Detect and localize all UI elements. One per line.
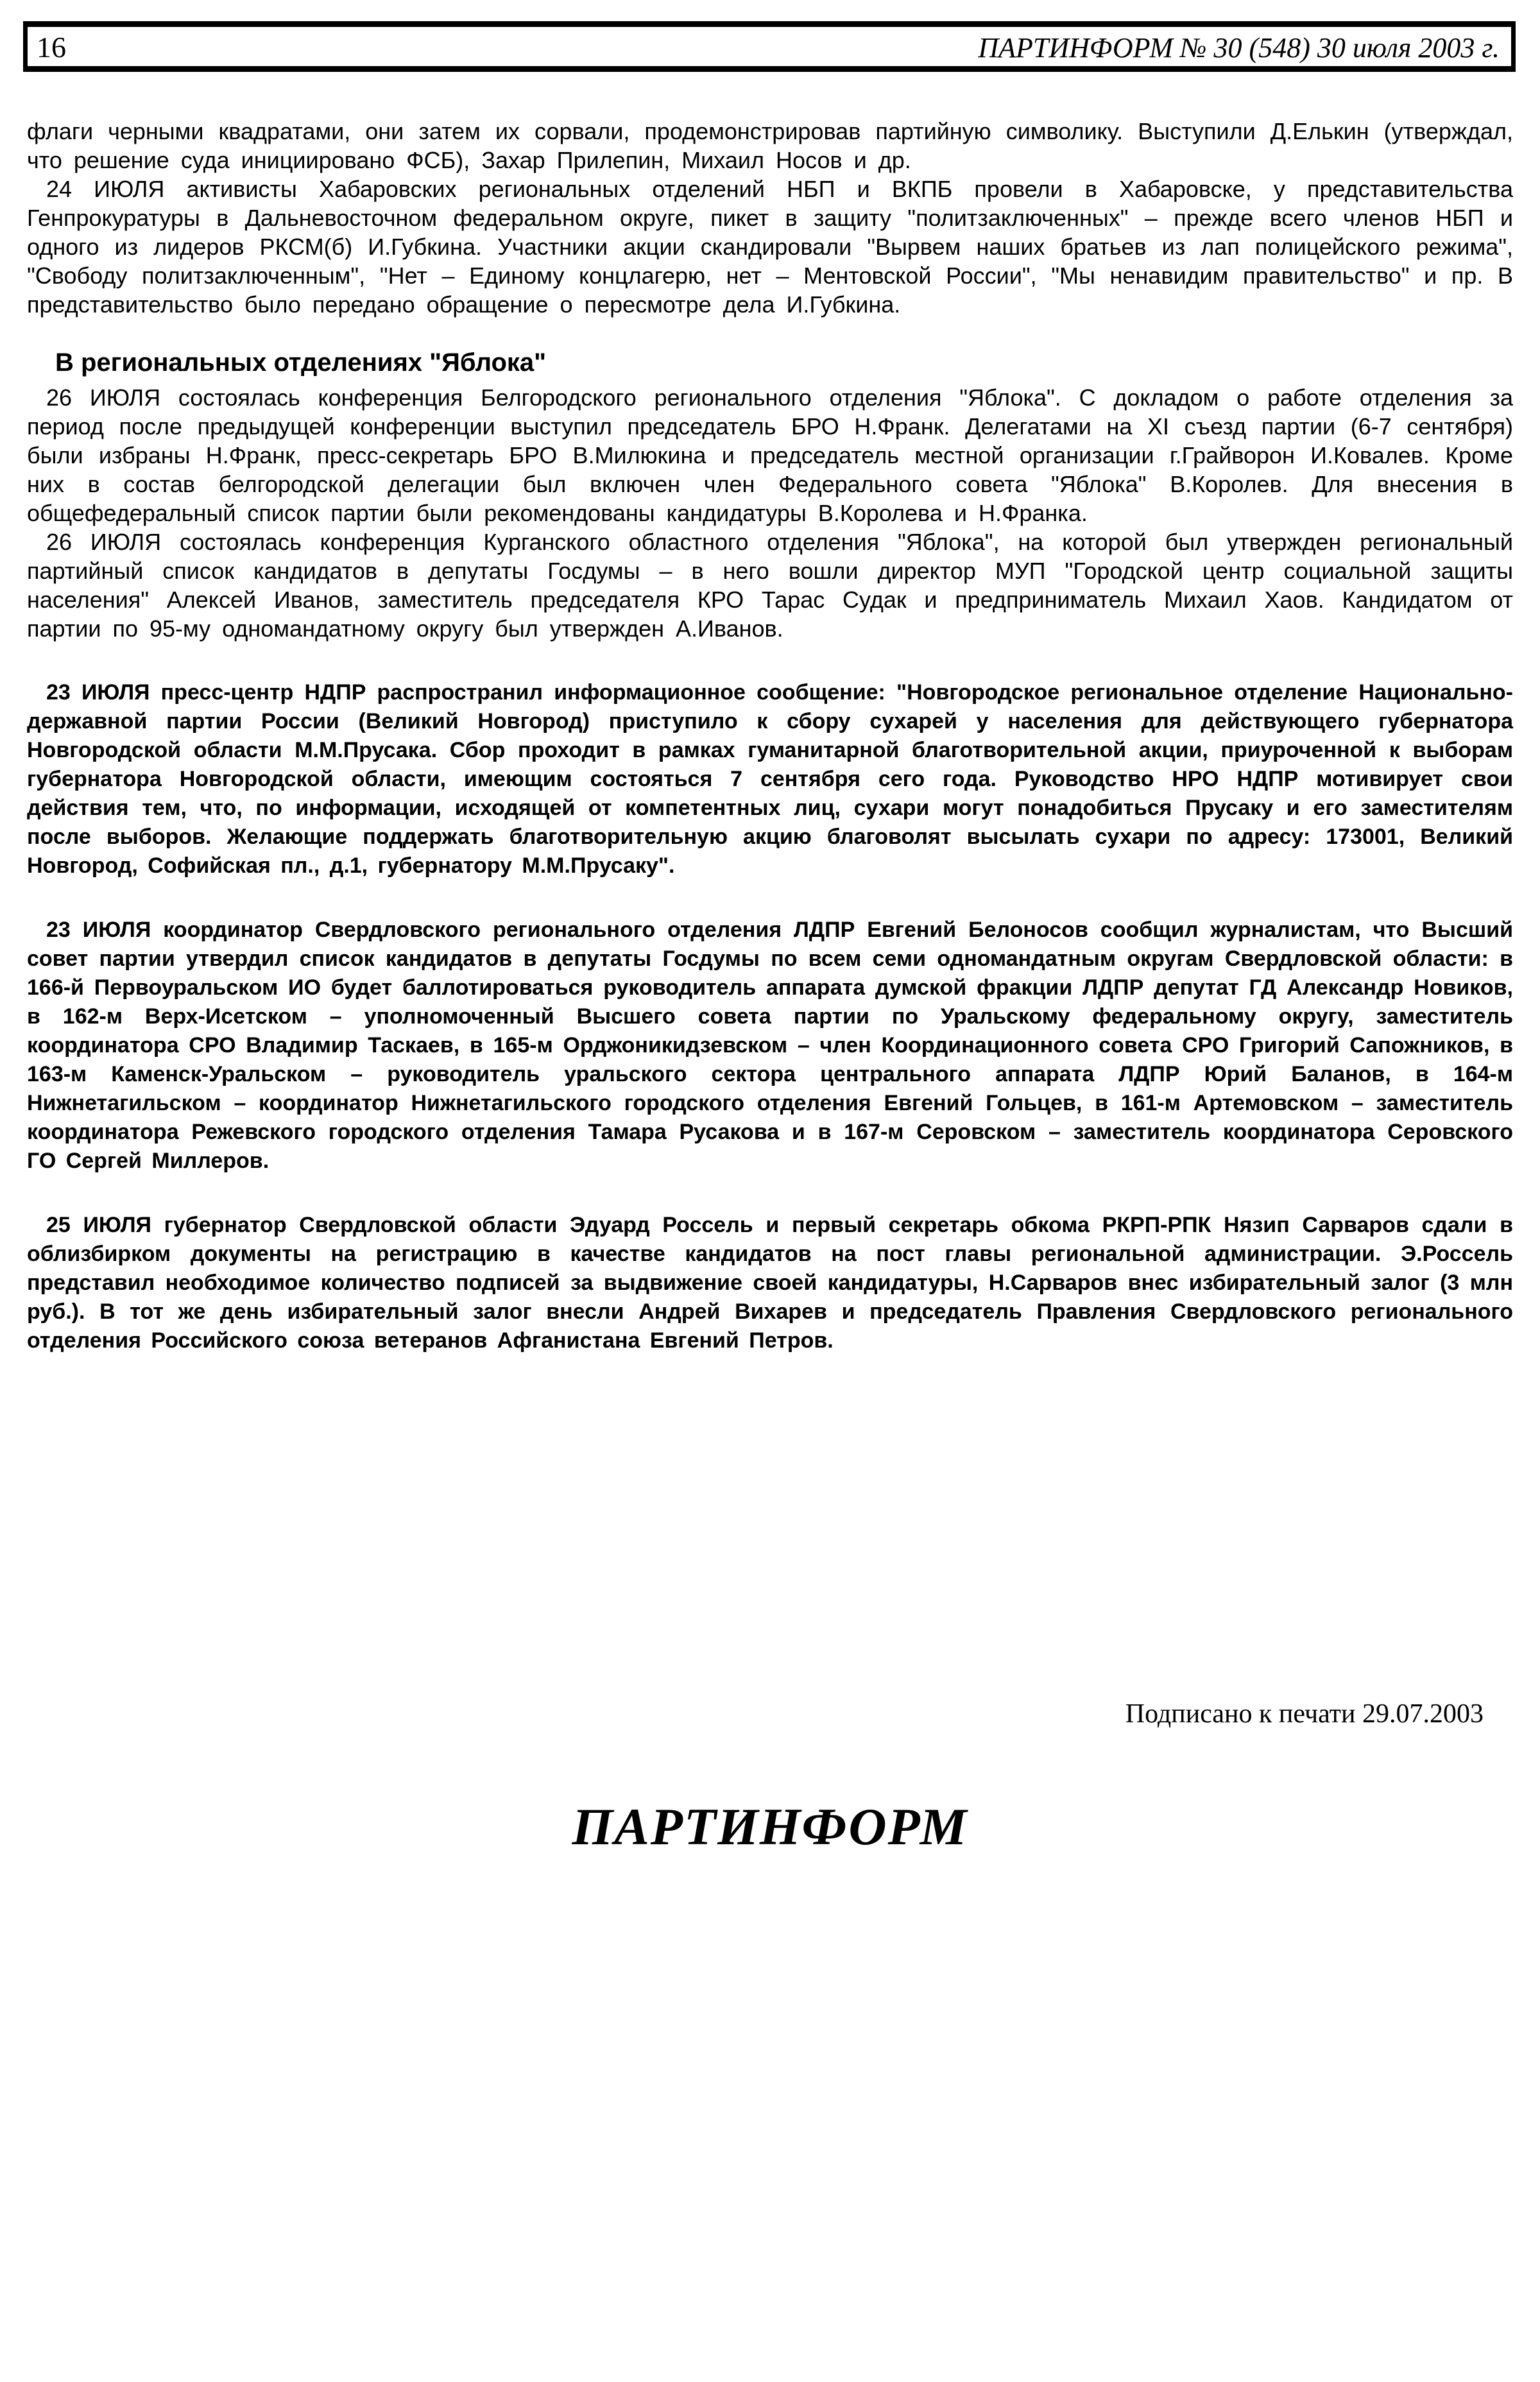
paragraph-ndpr-novgorod: 23 ИЮЛЯ пресс-центр НДПР распространил информационное сообщение: "Новгородское региональное отделение Национально-державной партии России (Великий Новгород) приступило к сбору сухарей у населения для действующего губернатора Новгородской области М.М.Прусака. Сбор проходит в рамках гуманитарной благотворительной акции, приуроченной к выборам губернатора Новгородской области, имеющим состояться 7 сентября сего года. Руководство НРО НДПР мотивирует свои действия тем, что, по информации, исходящей от компетентных лиц, сухари могут понадобиться Прусаку и его заместителям после выборов. Желающие поддержать благотворительную акцию благоволят высылать сухари по адресу: 173001, Великий Новгород, Софийская пл., д.1, губернатору М.М.Прусаку". — [27, 680, 1513, 878]
paragraph-yabloko-kurgan: 26 ИЮЛЯ состоялась конференция Курганского областного отделения "Яблока", на которой был утвержден региональный партийный список кандидатов в депутаты Госдумы – в него вошли директор МУП "Городской центр социальной защиты населения" Алексей Иванов, заместитель председателя КРО Тарас Судак и предприниматель Михаил Хаов. Кандидатом от партии по 95-му одномандатному округу был утвержден А.Иванов. — [27, 529, 1513, 642]
section-heading: В региональных отделениях "Яблока" — [55, 348, 547, 377]
newsletter-header-title: ПАРТИНФОРМ № 30 (548) 30 июля 2003 г. — [978, 32, 1500, 64]
paragraph-ldpr-sverdlovsk: 23 ИЮЛЯ координатор Свердловского регионального отделения ЛДПР Евгений Белоносов сообщил журналистам, что Высший совет партии утвердил список кандидатов в депутаты Госдумы по всем семи одномандатным округам Свердловской области: в 166-й Первоуральском ИО будет баллотироваться руководитель аппарата думской фракции ЛДПР депутат ГД Александр Новиков, в 162-м Верх-Исетском – уполномоченный Высшего совета партии по Уральскому федеральному округу, заместитель координатора СРО Владимир Таскаев, в 165-м Орджоникидзевском – член Координационного совета СРО Григорий Сапожников, в 163-м Каменск-Уральском – руководитель уральского сектора центрального аппарата ЛДПР Юрий Баланов, в 164-м Нижнетагильском – координатор Нижнетагильского городского отделения Евгений Гольцев, в 161-м Артемовском – заместитель координатора Режевского городского отделения Тамара Русакова и в 167-м Серовском – заместитель координатора Серовского ГО Сергей Миллеров. — [27, 918, 1513, 1173]
page-header — [23, 21, 1516, 72]
article-body — [27, 117, 1513, 1355]
paragraph-yabloko-belgorod: 26 ИЮЛЯ состоялась конференция Белгородского регионального отделения "Яблока". С докладом о работе отделения за период после предыдущей конференции выступил председатель БРО Н.Франк. Делегатами на XI съезд партии (6-7 сентября) были избраны Н.Франк, пресс-секретарь БРО В.Милюкина и председатель местной организации г.Грайворон И.Ковалев. Кроме них в состав белгородской делегации был включен член Федерального совета "Яблока" В.Королев. Для внесения в общефедеральный список партии были рекомендованы кандидатуры В.Королева и Н.Франка. — [27, 384, 1513, 526]
newsletter-logo: ПАРТИНФОРМ — [572, 1797, 968, 1856]
paragraph-nbp-picket: 24 ИЮЛЯ активисты Хабаровских региональных отделений НБП и ВКПБ провели в Хабаровске, у представительства Генпрокуратуры в Дальневосточном федеральном округе, пикет в защиту "политзаключенных" – прежде всего членов НБП и одного из лидеров РКСМ(б) И.Губкина. Участники акции скандировали "Вырвем наших братьев из лап полицейского режима", "Свободу политзаключенным", "Нет – Единому концлагерю, нет – Ментовской России", "Мы ненавидим правительство" и пр. В представительство было передано обращение о пересмотре дела И.Губкина. — [27, 176, 1513, 318]
signed-to-print-line: Подписано к печати 29.07.2003 — [1125, 1699, 1484, 1729]
paragraph-rossel-registration: 25 ИЮЛЯ губернатор Свердловской области Эдуард Россель и первый секретарь обкома РКРП-РПК Нязип Сарваров сдали в облизбирком документы на регистрацию в качестве кандидатов на пост главы региональной администрации. Э.Россель представил необходимое количество подписей за выдвижение своей кандидатуры, Н.Сарваров внес избирательный залог (3 млн руб.). В тот же день избирательный залог внесли Андрей Вихарев и председатель Правления Свердловского регионального отделения Российского союза ветеранов Афганистана Евгений Петров. — [27, 1213, 1513, 1353]
page-number: 16 — [37, 31, 66, 64]
paragraph-continuation: флаги черными квадратами, они затем их сорвали, продемонстрировав партийную символику. Выступили Д.Елькин (утверждал, что решение суда инициировано ФСБ), Захар Прилепин, Михаил Носов и др. — [27, 118, 1513, 173]
